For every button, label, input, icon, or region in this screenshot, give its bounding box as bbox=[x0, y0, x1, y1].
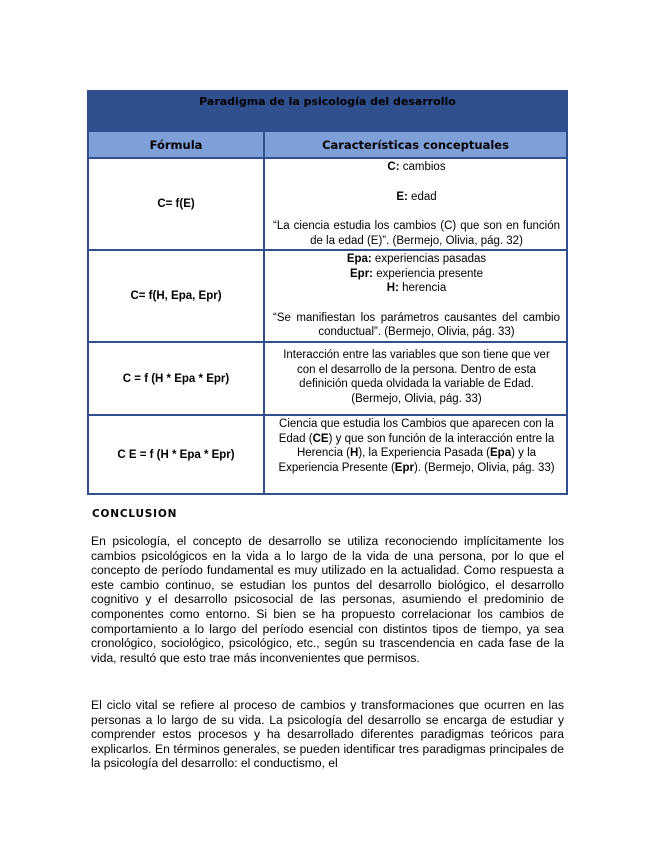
description-cell: Interacción entre las variables que son tiene que ver con el desarrollo de la persona. Dentro de esta definición queda olvidada la variable de Edad. (Bermejo, Olivia, pág. 33) bbox=[283, 349, 550, 405]
formula-cell: C= f(H, Epa, Epr) bbox=[89, 251, 265, 341]
conclusion-heading: CONCLUSION bbox=[92, 508, 178, 520]
table-header-row bbox=[89, 130, 566, 157]
citation-quote: “Se manifiestan los parámetros causantes del cambio conductual”. (Bermejo, Olivia, pág. 33) bbox=[273, 311, 560, 338]
conclusion-paragraph: En psicología, el concepto de desarrollo se utiliza reconociendo implícitamente los cambios psicológicos en la vida a lo largo de la vida de una persona, por lo que el concepto de período fundamental es muy utilizado en la actualidad. Como respuesta a este cambio continuo, se estudian los puntos del desarrollo biológico, el desarrollo cognitivo y el desarrollo psicosocial de las personas, asumiendo el predominio de componentes como entorno. Si bien se ha propuesto correlacionar los cambios de comportamiento a lo largo del período esencial con distintos tipos de tiempo, ya sea cronológico, sociológico, psicológico, etc., según su trascendencia en cada fase de la vida, resultó que esto trae más inconvenientes que permisos. bbox=[91, 534, 564, 665]
description-cell: Ciencia que estudia los Cambios que aparecen con la Edad (CE) y que son función de la interacción entre la Herencia (H), la Experiencia Pasada (Epa) y la Experiencia Presente (Epr). (Bermejo, Olivia, pág. 33) bbox=[278, 418, 555, 474]
description-cell bbox=[265, 159, 566, 249]
definition-line: H: herencia bbox=[386, 282, 447, 294]
description-cell bbox=[265, 251, 566, 341]
table-row bbox=[89, 341, 566, 414]
definition-line: C: cambios bbox=[387, 161, 446, 173]
definition-line: Epa: experiencias pasadas bbox=[346, 253, 487, 265]
header-formula: Fórmula bbox=[89, 132, 265, 157]
table-row bbox=[89, 414, 566, 493]
definition-line: E: edad bbox=[396, 190, 437, 203]
citation-quote: “La ciencia estudia los cambios (C) que son en función de la edad (E)”. (Bermejo, Olivia, pág. 32) bbox=[273, 220, 560, 247]
paradigm-table bbox=[87, 90, 568, 495]
table-row bbox=[89, 249, 566, 341]
table-title: Paradigma de la psicología del desarrollo bbox=[89, 92, 566, 130]
formula-cell: C = f (H * Epa * Epr) bbox=[89, 343, 265, 414]
formula-cell: C= f(E) bbox=[89, 159, 265, 249]
conclusion-paragraph: El ciclo vital se refiere al proceso de cambios y transformaciones que ocurren en las personas a lo largo de su vida. La psicología del desarrollo se encarga de estudiar y comprender estos procesos y ha desarrollado diferentes paradigmas teóricos para explicarlos. En términos generales, se pueden identificar tres paradigmas principales de la psicología del desarrollo: el conductismo, el bbox=[91, 698, 564, 771]
header-characteristics: Características conceptuales bbox=[322, 137, 509, 152]
table-row bbox=[89, 157, 566, 249]
formula-cell: C E = f (H * Epa * Epr) bbox=[89, 416, 265, 493]
definition-line: Epr: experiencia presente bbox=[350, 267, 483, 280]
